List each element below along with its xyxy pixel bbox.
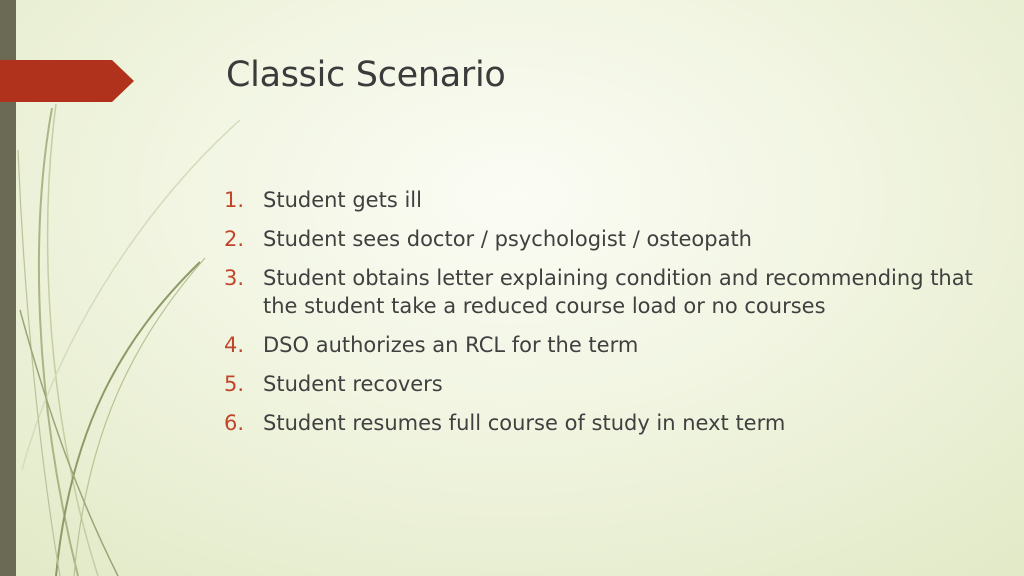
scenario-steps-list — [224, 186, 994, 448]
slide-title: Classic Scenario — [226, 55, 506, 95]
title-accent-arrow — [0, 60, 134, 102]
list-item-number: 2. — [224, 227, 245, 251]
list-item — [224, 264, 994, 320]
list-item-text: DSO authorizes an RCL for the term — [263, 333, 639, 357]
list-item-text: Student gets ill — [263, 188, 422, 212]
list-item-text: Student resumes full course of study in next term — [263, 411, 786, 435]
list-item — [224, 186, 994, 214]
list-item — [224, 225, 994, 253]
list-item-number: 3. — [224, 266, 245, 290]
list-item-number: 6. — [224, 411, 245, 435]
list-item-text: Student recovers — [263, 372, 443, 396]
list-item — [224, 370, 994, 398]
list-item-number: 1. — [224, 188, 245, 212]
list-item-number: 5. — [224, 372, 245, 396]
list-item-text: Student obtains letter explaining condition and recommending that the student take a reduced course load or no courses — [263, 266, 973, 318]
list-item-text: Student sees doctor / psychologist / osteopath — [263, 227, 752, 251]
list-item-number: 4. — [224, 333, 245, 357]
list-item — [224, 409, 994, 437]
list-item — [224, 331, 994, 359]
